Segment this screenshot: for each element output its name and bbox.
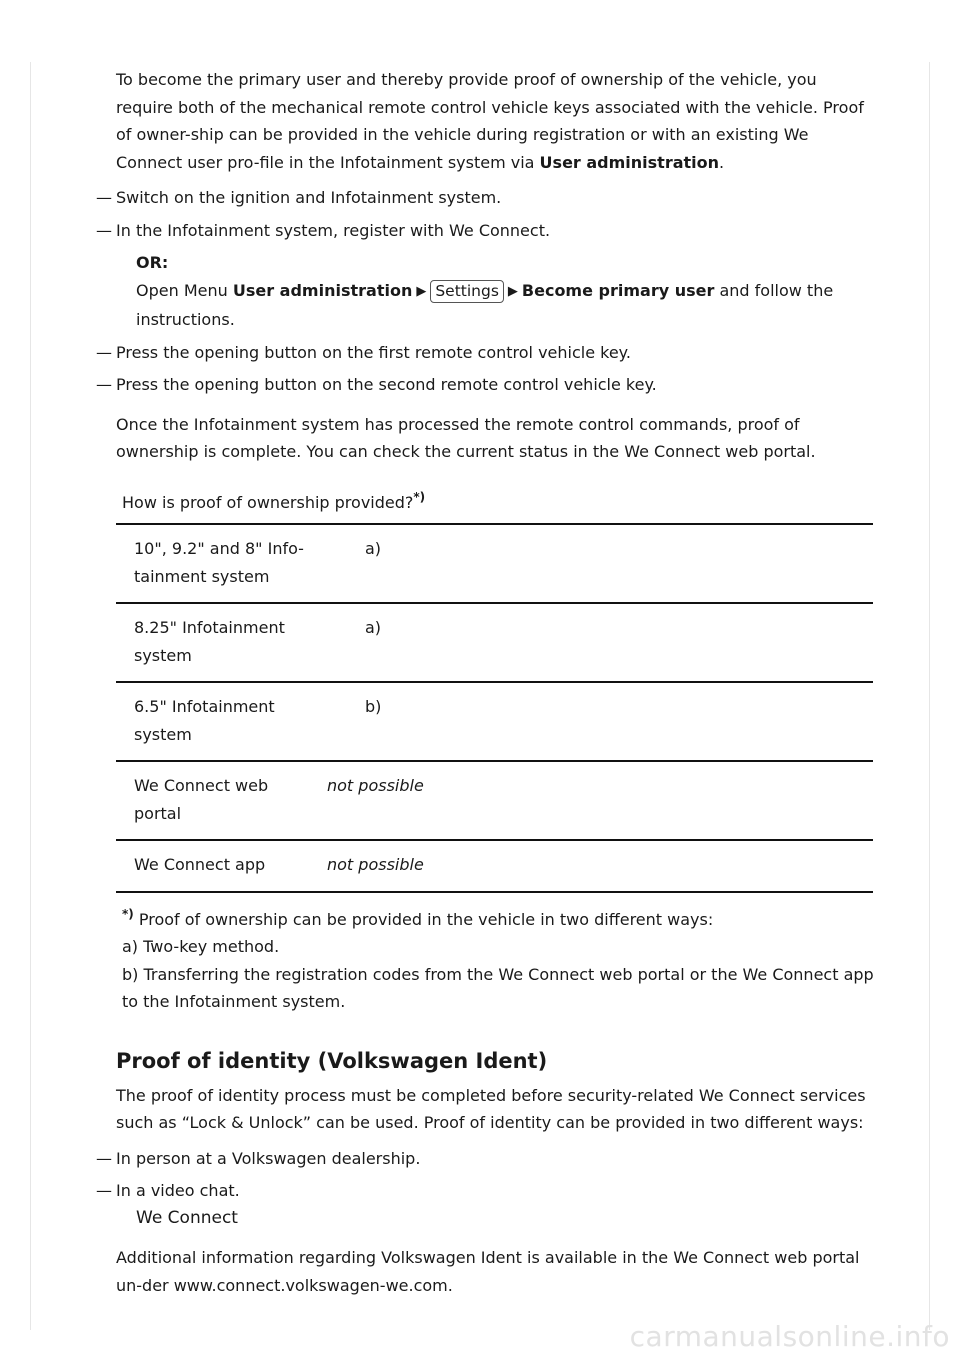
step-second-key: — Press the opening button on the second remote control vehicle key. (96, 375, 657, 394)
menu-instruction: Open Menu User administration ▶ Settings ▶ Become primary user and follow the instructions. (136, 280, 834, 329)
footnote-option-b: b) Transferring the registration codes from the We Connect web portal or the We Connect app to the Infotainment system. (122, 964, 874, 1011)
method-cell: not possible (319, 840, 873, 892)
user-administration-term: User administration (539, 152, 720, 172)
identity-option-video: — In a video chat. (96, 1181, 240, 1200)
left-margin-rule (30, 62, 31, 1330)
table-row (116, 682, 873, 761)
system-cell: We Connect web portal (116, 761, 319, 840)
table-row (116, 761, 873, 840)
identity-heading: Proof of identity (Volkswagen Ident) (116, 1048, 548, 1073)
intro-paragraph: To become the primary user and thereby provide proof of ownership of the vehicle, you require both of the mechanical remote control vehicle keys associated with the vehicle. Proof of owner-ship can be provided in the vehicle during registration or with an existing We Connect user pro-file in the Infotainment system via User administration. (116, 70, 864, 172)
additional-info: Additional information regarding Volkswagen Ident is available in the We Connect web portal un-der www.connect.volkswagen-we.com. (116, 1248, 860, 1295)
watermark: carmanualsonline.info (629, 1320, 950, 1353)
identity-intro: The proof of identity process must be completed before security-related We Connect services such as “Lock & Unlock” can be used. Proof of identity can be provided in two different ways: (116, 1085, 866, 1132)
or-label: OR: (136, 253, 169, 272)
we-connect-label: We Connect (136, 1207, 238, 1228)
system-cell: 10", 9.2" and 8" Info-tainment system (116, 524, 319, 603)
arrow-right-icon: ▶ (416, 283, 427, 299)
table-title: How is proof of ownership provided?*) (122, 489, 426, 512)
table-row (116, 524, 873, 603)
table-footnote: *) Proof of ownership can be provided in the vehicle in two different ways: (122, 906, 714, 929)
method-cell: a) (319, 603, 873, 682)
step-first-key: — Press the opening button on the first remote control vehicle key. (96, 342, 631, 362)
system-cell: We Connect app (116, 840, 319, 892)
page-content (96, 66, 876, 1307)
footnote-option-a: a) Two-key method. (122, 937, 280, 956)
system-cell: 8.25" Infotainment system (116, 603, 319, 682)
footnote-marker: *) (122, 906, 134, 921)
arrow-right-icon: ▶ (507, 283, 518, 299)
ownership-table (116, 523, 873, 893)
method-cell: not possible (319, 761, 873, 840)
identity-option-dealer: — In person at a Volkswagen dealership. (96, 1148, 421, 1168)
method-cell: a) (319, 524, 873, 603)
step-switch-on: — Switch on the ignition and Infotainment system. (96, 188, 502, 207)
table-row (116, 840, 873, 892)
method-cell: b) (319, 682, 873, 761)
completion-paragraph: Once the Infotainment system has processed the remote control commands, proof of ownership is complete. You can check the current status in the We Connect web portal. (116, 414, 816, 461)
table-row (116, 603, 873, 682)
settings-key: Settings (430, 280, 504, 303)
footnote-marker: *) (413, 489, 426, 504)
menu-become-primary-user: Become primary user (521, 280, 715, 300)
menu-user-administration: User administration (232, 280, 413, 300)
step-register: — In the Infotainment system, register with We Connect. (96, 220, 551, 240)
system-cell: 6.5" Infotainment system (116, 682, 319, 761)
right-margin-rule (929, 62, 930, 1330)
